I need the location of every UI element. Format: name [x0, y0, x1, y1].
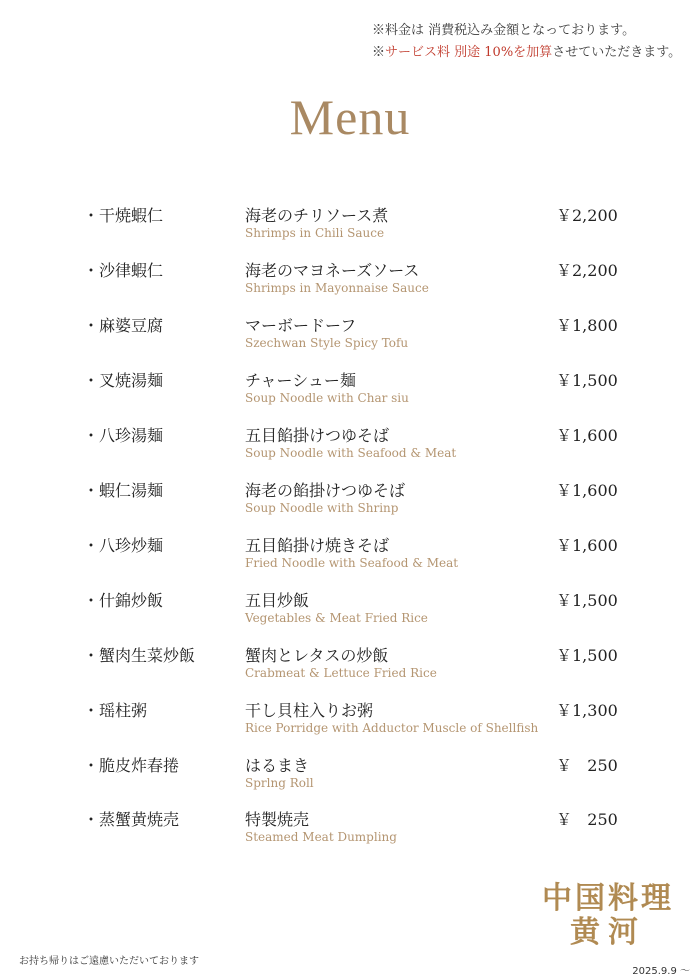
dish-price: ￥2,200 — [556, 261, 618, 280]
menu-item — [0, 585, 700, 639]
dish-price: ￥1,600 — [556, 426, 618, 445]
dish-price: ￥1,600 — [556, 536, 618, 555]
dish-english-name: Rice Porridge with Adductor Muscle of Shellfish — [245, 721, 539, 735]
dish-chinese-name: ・干焼蝦仁 — [83, 206, 164, 225]
dish-chinese-name: ・叉焼湯麺 — [83, 371, 164, 390]
dish-chinese-name: ・蟹肉生菜炒飯 — [83, 646, 196, 665]
dish-chinese-name: ・麻婆豆腐 — [83, 316, 164, 335]
dish-japanese-name: 五目餡掛け焼きそば — [245, 536, 390, 555]
dish-price: ￥1,500 — [556, 646, 618, 665]
dish-english-name: Soup Noodle with Shrinp — [245, 501, 399, 515]
page-title: Menu — [289, 89, 411, 145]
note-suffix: させていただきます。 — [552, 45, 682, 60]
dish-japanese-name: マーボードーフ — [245, 316, 357, 335]
dish-price: ￥2,200 — [556, 206, 618, 225]
dish-english-name: Shrimps in Mayonnaise Sauce — [245, 281, 429, 295]
dish-english-name: Szechwan Style Spicy Tofu — [245, 336, 409, 350]
logo-line-1: 中国料理 — [542, 881, 674, 916]
menu-item — [0, 255, 700, 309]
dish-english-name: Steamed Meat Dumpling — [245, 830, 397, 844]
menu-item — [0, 310, 700, 364]
notice-block — [372, 20, 681, 64]
dish-chinese-name: ・蒸蟹黄焼売 — [83, 810, 180, 829]
dish-chinese-name: ・什錦炒飯 — [83, 591, 164, 610]
tax-note: ※料金は 消費税込み金額となっております。 — [372, 23, 636, 38]
dish-japanese-name: 海老のチリソース煮 — [245, 206, 389, 225]
dish-japanese-name: 蟹肉とレタスの炒飯 — [245, 646, 389, 665]
note-mark: ※ — [372, 45, 386, 60]
dish-japanese-name: はるまき — [245, 756, 310, 775]
dish-english-name: Crabmeat & Lettuce Fried Rice — [245, 666, 437, 680]
dish-price: ￥1,600 — [556, 481, 618, 500]
dish-chinese-name: ・八珍炒麺 — [83, 536, 164, 555]
dish-chinese-name: ・瑶柱粥 — [83, 701, 148, 720]
dish-english-name: Vegetables & Meat Fried Rice — [245, 611, 428, 625]
dish-english-name: Soup Noodle with Seafood & Meat — [245, 446, 457, 460]
dish-japanese-name: 海老の餡掛けつゆそば — [245, 481, 406, 500]
menu-item — [0, 365, 700, 419]
dish-english-name: Fried Noodle with Seafood & Meat — [245, 556, 459, 570]
dish-price: ￥ 250 — [556, 756, 618, 775]
dish-price: ￥1,800 — [556, 316, 618, 335]
dish-japanese-name: 特製焼売 — [245, 810, 310, 829]
dish-chinese-name: ・脆皮炸春捲 — [83, 756, 180, 775]
effective-date: 2025.9.9 ～ — [632, 966, 690, 977]
dish-chinese-name: ・沙律蝦仁 — [83, 261, 164, 280]
menu-item — [0, 200, 700, 254]
dish-english-name: Sprlng Roll — [245, 776, 314, 790]
menu-item — [0, 420, 700, 474]
logo-line-2: 黄河 — [570, 915, 646, 950]
service-charge-note — [372, 42, 681, 64]
takeout-note: お持ち帰りはご遠慮いただいております — [19, 956, 199, 967]
dish-chinese-name: ・蝦仁湯麺 — [83, 481, 164, 500]
dish-price: ￥1,500 — [556, 591, 618, 610]
menu-item — [0, 640, 700, 694]
menu-item — [0, 475, 700, 529]
service-charge-highlight: サービス料 別途 10%を加算 — [385, 45, 553, 60]
dish-japanese-name: 五目炒飯 — [245, 591, 310, 610]
dish-japanese-name: 海老のマヨネーズソース — [245, 261, 420, 280]
menu-item — [0, 804, 700, 858]
dish-english-name: Shrimps in Chili Sauce — [245, 226, 385, 240]
dish-chinese-name: ・八珍湯麺 — [83, 426, 164, 445]
restaurant-logo — [538, 882, 678, 950]
dish-japanese-name: 干し貝柱入りお粥 — [245, 701, 374, 720]
menu-item — [0, 695, 700, 749]
dish-price: ￥ 250 — [556, 810, 618, 829]
menu-item — [0, 750, 700, 804]
dish-price: ￥1,500 — [556, 371, 618, 390]
dish-japanese-name: 五目餡掛けつゆそば — [245, 426, 390, 445]
dish-japanese-name: チャーシュー麺 — [245, 371, 356, 390]
dish-english-name: Soup Noodle with Char siu — [245, 391, 409, 405]
dish-price: ￥1,300 — [556, 701, 618, 720]
menu-item — [0, 530, 700, 584]
